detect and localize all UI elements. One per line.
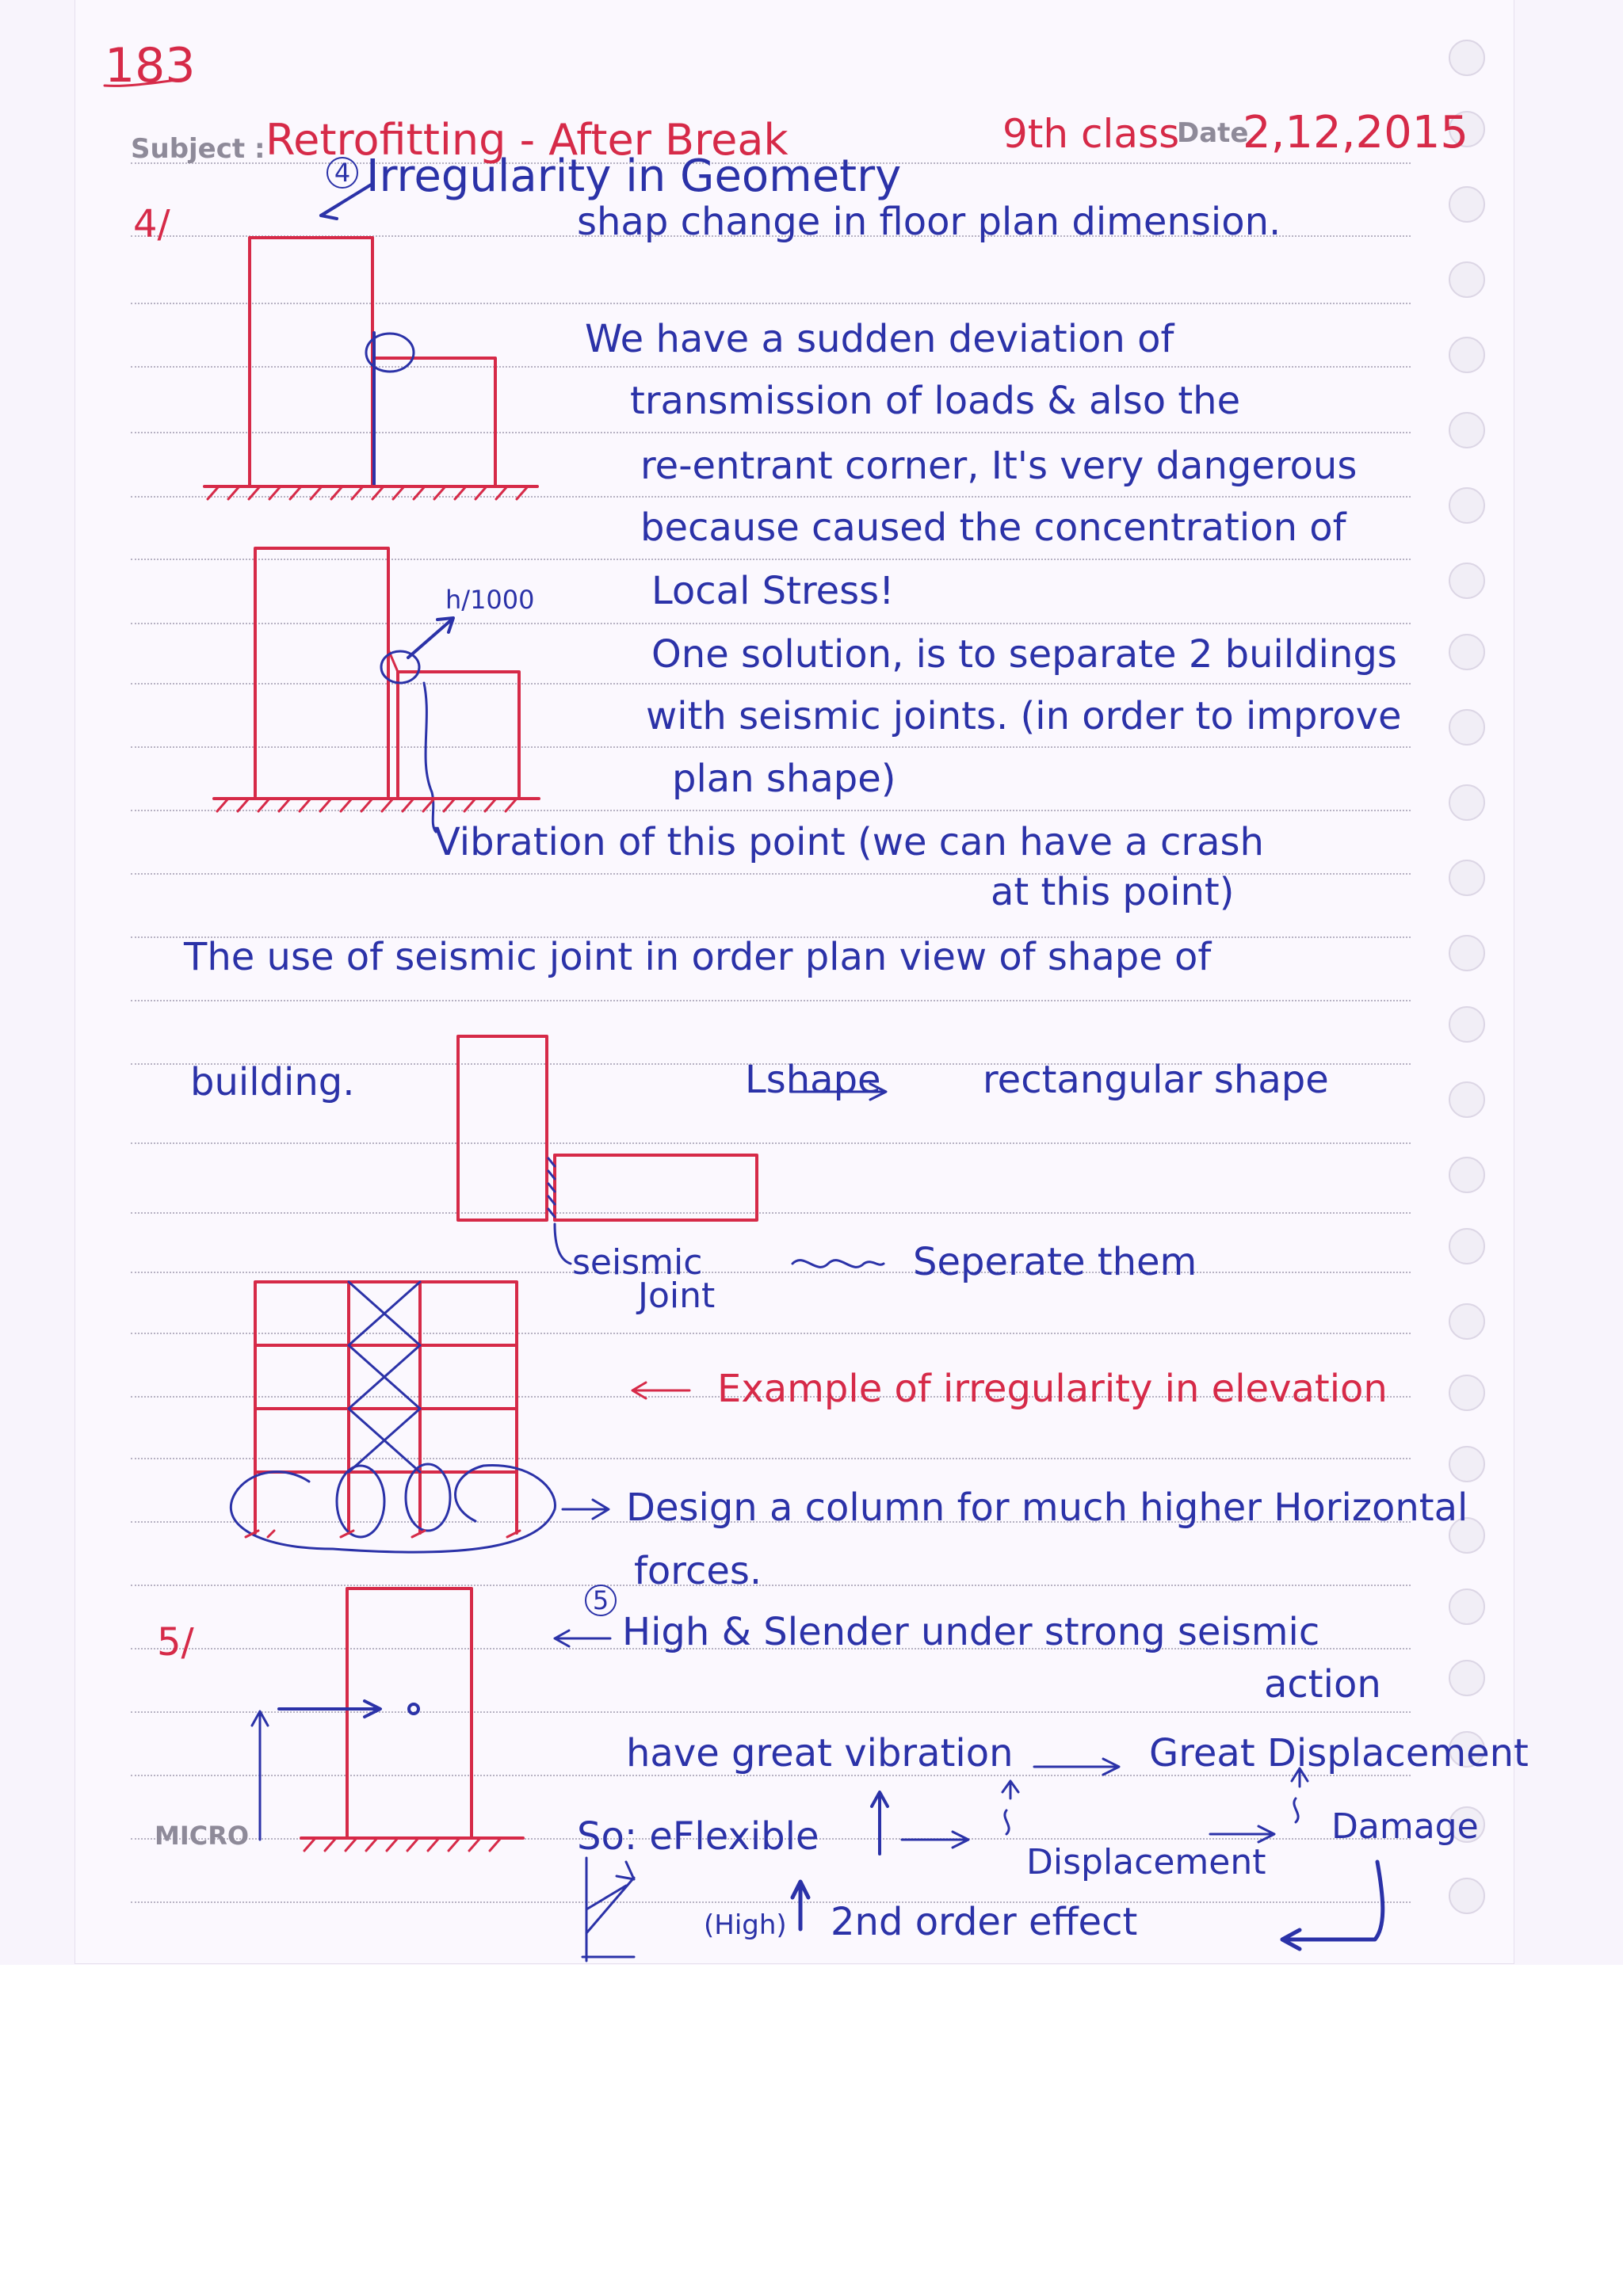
date-value: 2,12,2015 — [1243, 107, 1469, 158]
note-line: transmission of loads & also the — [630, 379, 1241, 423]
lshape-label: Lshape — [745, 1058, 881, 1102]
note-line: shap change in floor plan dimension. — [577, 200, 1281, 244]
rect-label: rectangular shape — [983, 1058, 1329, 1102]
section-number: 4/ — [133, 202, 170, 246]
note-line: High & Slender under strong seismic — [622, 1610, 1320, 1654]
note-line: with seismic joints. (in order to improve — [646, 694, 1402, 738]
date-label: Date — [1177, 117, 1249, 149]
joint-label: Joint — [638, 1276, 716, 1316]
note-line: Damage — [1331, 1806, 1479, 1847]
note-line: plan shape) — [672, 757, 896, 801]
note-line: Displacement — [1026, 1842, 1266, 1882]
ratio-label: h/1000 — [445, 585, 535, 615]
note-line: We have a sudden deviation of — [585, 317, 1174, 361]
seismic-label: seismic — [572, 1242, 703, 1283]
note-line: action — [1264, 1662, 1381, 1707]
section-title: Irregularity in Geometry — [366, 151, 902, 202]
vibration-note-cont: at this point) — [991, 870, 1235, 914]
subject-value: Retrofitting - After Break — [265, 115, 789, 165]
note-line: Local Stress! — [651, 569, 895, 613]
note-line: So: eFlexible — [577, 1814, 819, 1859]
subject-label: Subject : — [131, 133, 265, 165]
vibration-note: Vibration of this point (we can have a crash — [434, 820, 1264, 864]
design-note: Design a column for much higher Horizontal — [626, 1486, 1468, 1530]
page-number: 183 — [105, 38, 196, 93]
example-label: Example of irregularity in elevation — [717, 1367, 1388, 1411]
section-circle: 5 — [585, 1585, 617, 1616]
note-line: 2nd order effect — [831, 1900, 1138, 1944]
use-note-cont: building. — [190, 1060, 355, 1104]
note-line: One solution, is to separate 2 buildings — [651, 632, 1397, 677]
section-circle: 4 — [327, 157, 358, 189]
note-line: have great vibration — [626, 1731, 1014, 1775]
class-label: 9th class — [1002, 111, 1180, 157]
brand-mark: MICRO — [155, 1821, 250, 1851]
section-number: 5/ — [157, 1620, 194, 1665]
note-line: because caused the concentration of — [640, 505, 1346, 550]
use-note: The use of seismic joint in order plan view of shape of — [184, 935, 1212, 979]
stepped-building-sketch — [204, 238, 537, 499]
note-line: Great Displacement — [1149, 1731, 1529, 1775]
separate-label: Seperate them — [913, 1240, 1197, 1284]
note-line: re-entrant corner, It's very dangerous — [640, 444, 1358, 488]
design-note-cont: forces. — [634, 1549, 762, 1593]
elevation-frame-sketch — [231, 1282, 689, 1552]
note-line: (High) — [704, 1909, 787, 1941]
